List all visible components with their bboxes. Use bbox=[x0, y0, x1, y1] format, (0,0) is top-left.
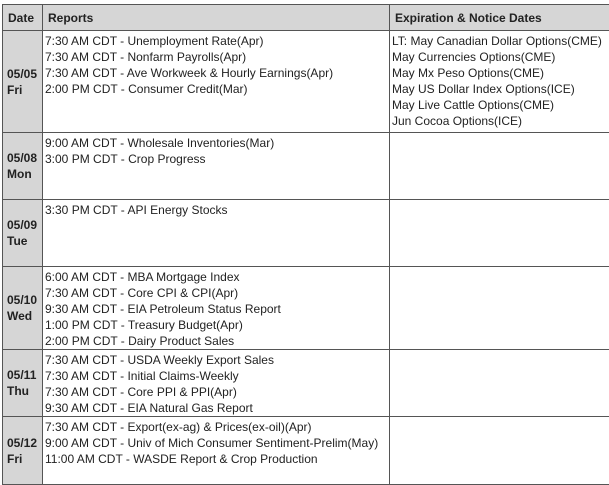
expiration-item: LT: May Canadian Dollar Options(CME) bbox=[392, 33, 609, 49]
report-item: 11:00 AM CDT - WASDE Report & Crop Production bbox=[45, 451, 389, 467]
reports-cell bbox=[43, 267, 390, 350]
expiration-item: May Currencies Options(CME) bbox=[392, 49, 609, 65]
reports-cell bbox=[43, 133, 390, 200]
report-item: 7:30 AM CDT - Core CPI & CPI(Apr) bbox=[45, 285, 389, 301]
table-row bbox=[3, 31, 609, 133]
date-cell bbox=[3, 350, 43, 417]
report-item: 2:00 PM CDT - Consumer Credit(Mar) bbox=[45, 81, 389, 97]
expiration-item: May Live Cattle Options(CME) bbox=[392, 97, 609, 113]
report-item: 7:30 AM CDT - USDA Weekly Export Sales bbox=[45, 352, 389, 368]
day-label: Wed bbox=[7, 308, 42, 324]
date-cell bbox=[3, 200, 43, 267]
report-item: 7:30 AM CDT - Initial Claims-Weekly bbox=[45, 368, 389, 384]
date-label: 05/12 bbox=[7, 435, 42, 451]
date-cell bbox=[3, 267, 43, 350]
expiration-item: May Mx Peso Options(CME) bbox=[392, 65, 609, 81]
table-row bbox=[3, 267, 609, 350]
day-label: Thu bbox=[7, 383, 42, 399]
day-label: Fri bbox=[7, 451, 42, 467]
date-label: 05/05 bbox=[7, 66, 42, 82]
day-label: Mon bbox=[7, 166, 42, 182]
reports-cell bbox=[43, 200, 390, 267]
report-item: 9:30 AM CDT - EIA Natural Gas Report bbox=[45, 400, 389, 416]
reports-cell bbox=[43, 417, 390, 485]
date-label: 05/09 bbox=[7, 217, 42, 233]
day-label: Tue bbox=[7, 233, 42, 249]
date-cell bbox=[3, 133, 43, 200]
economic-calendar-table bbox=[2, 4, 609, 485]
report-item: 9:00 AM CDT - Wholesale Inventories(Mar) bbox=[45, 135, 389, 151]
report-item: 9:30 AM CDT - EIA Petroleum Status Report bbox=[45, 301, 389, 317]
report-item: 1:00 PM CDT - Treasury Budget(Apr) bbox=[45, 317, 389, 333]
table-row bbox=[3, 133, 609, 200]
expirations-cell bbox=[390, 31, 609, 133]
table-row bbox=[3, 200, 609, 267]
header-row bbox=[3, 5, 609, 31]
expirations-cell bbox=[390, 200, 609, 267]
report-item: 7:30 AM CDT - Nonfarm Payrolls(Apr) bbox=[45, 49, 389, 65]
reports-cell bbox=[43, 350, 390, 417]
report-item: 6:00 AM CDT - MBA Mortgage Index bbox=[45, 269, 389, 285]
date-label: 05/08 bbox=[7, 150, 42, 166]
expirations-cell bbox=[390, 417, 609, 485]
reports-column-header: Reports bbox=[43, 5, 390, 31]
date-label: 05/10 bbox=[7, 292, 42, 308]
report-item: 2:00 PM CDT - Dairy Product Sales bbox=[45, 333, 389, 349]
expiration-item: May US Dollar Index Options(ICE) bbox=[392, 81, 609, 97]
expirations-cell bbox=[390, 133, 609, 200]
expirations-cell bbox=[390, 267, 609, 350]
report-item: 3:00 PM CDT - Crop Progress bbox=[45, 151, 389, 167]
report-item: 7:30 AM CDT - Export(ex-ag) & Prices(ex-oil)(Apr) bbox=[45, 419, 389, 435]
date-column-header: Date bbox=[3, 5, 43, 31]
expiration-column-header: Expiration & Notice Dates bbox=[390, 5, 609, 31]
table-row bbox=[3, 350, 609, 417]
report-item: 7:30 AM CDT - Ave Workweek & Hourly Earnings(Apr) bbox=[45, 65, 389, 81]
reports-cell bbox=[43, 31, 390, 133]
date-cell bbox=[3, 31, 43, 133]
expirations-cell bbox=[390, 350, 609, 417]
report-item: 9:00 AM CDT - Univ of Mich Consumer Sentiment-Prelim(May) bbox=[45, 435, 389, 451]
table-row bbox=[3, 417, 609, 485]
date-cell bbox=[3, 417, 43, 485]
calendar-body bbox=[3, 31, 609, 485]
report-item: 7:30 AM CDT - Core PPI & PPI(Apr) bbox=[45, 384, 389, 400]
day-label: Fri bbox=[7, 82, 42, 98]
report-item: 7:30 AM CDT - Unemployment Rate(Apr) bbox=[45, 33, 389, 49]
report-item: 3:30 PM CDT - API Energy Stocks bbox=[45, 202, 389, 218]
expiration-item: Jun Cocoa Options(ICE) bbox=[392, 113, 609, 129]
date-label: 05/11 bbox=[7, 367, 42, 383]
